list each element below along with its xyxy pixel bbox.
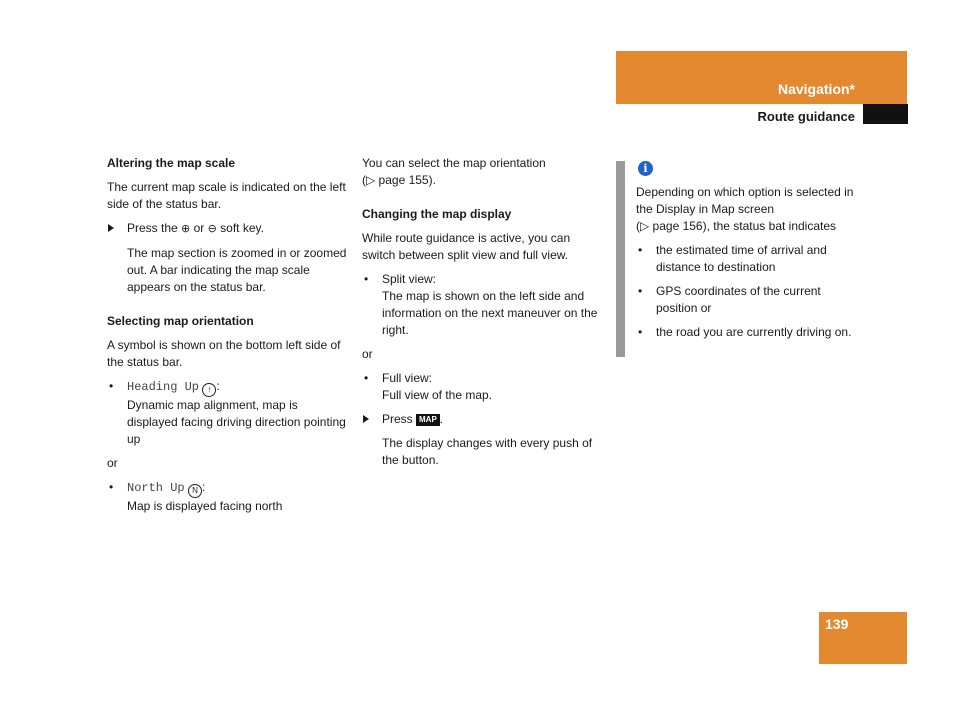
paragraph: The current map scale is indicated on the left side of the status bar. (107, 180, 346, 211)
paragraph: A symbol is shown on the bottom left side of the status bar. (107, 338, 341, 369)
list-item: • GPS coordinates of the current position or (638, 284, 821, 315)
list-item: • the road you are currently driving on. (638, 325, 852, 339)
info-box (636, 156, 858, 348)
info-sidebar (616, 161, 625, 357)
column-1 (107, 155, 347, 522)
paragraph: Depending on which option is selected in the Display in Map screen (▷ page 156), the status bat indicates (636, 185, 854, 233)
step-zoom: Press the ⊕ or ⊖ soft key. (107, 220, 347, 238)
step-arrow-icon (108, 224, 114, 232)
north-up-icon: N (188, 484, 202, 498)
step-result: The display changes with every push of the button. (382, 436, 593, 467)
heading-map-orientation: Selecting map orientation (107, 314, 254, 328)
map-key-icon: MAP (416, 414, 440, 426)
info-icon: i (638, 161, 653, 176)
zoom-out-icon: ⊖ (207, 223, 217, 235)
option-north-up: North Up (127, 481, 185, 495)
option-heading-up: Heading Up (127, 380, 200, 394)
or-text: or (362, 347, 373, 361)
zoom-in-icon: ⊕ (181, 223, 191, 235)
list-item: • the estimated time of arrival and distance to destination (638, 243, 827, 274)
or-text: or (107, 456, 118, 470)
heading-map-scale: Altering the map scale (107, 156, 236, 170)
paragraph: While route guidance is active, you can switch between split view and full view. (362, 231, 571, 262)
list-item: • Heading Up ↑ : Dynamic map alignment, map is displayed facing driving direction pointing up (109, 379, 346, 446)
list-item: • Split view: The map is shown on the left side and information on the next maneuver on the right. (364, 272, 598, 337)
section-title: Route guidance (757, 109, 855, 124)
chapter-title: Navigation* (777, 81, 855, 97)
step-result: The map section is zoomed in or zoomed out. A bar indicating the map scale appears on the status bar. (127, 246, 347, 294)
step-arrow-icon (363, 415, 369, 423)
heading-map-display: Changing the map display (362, 207, 512, 221)
step-press-map: Press MAP . (362, 411, 602, 428)
heading-up-icon: ↑ (202, 383, 216, 397)
page-number: 139 (825, 616, 849, 632)
column-2 (362, 155, 602, 476)
header-tab (616, 51, 907, 104)
section-marker (863, 104, 908, 124)
list-item: • Full view: Full view of the map. (364, 371, 493, 402)
page-number-box (819, 612, 907, 664)
paragraph: You can select the map orientation (▷ page 155). (362, 156, 546, 187)
list-item: • North Up N : Map is displayed facing north (109, 480, 283, 513)
